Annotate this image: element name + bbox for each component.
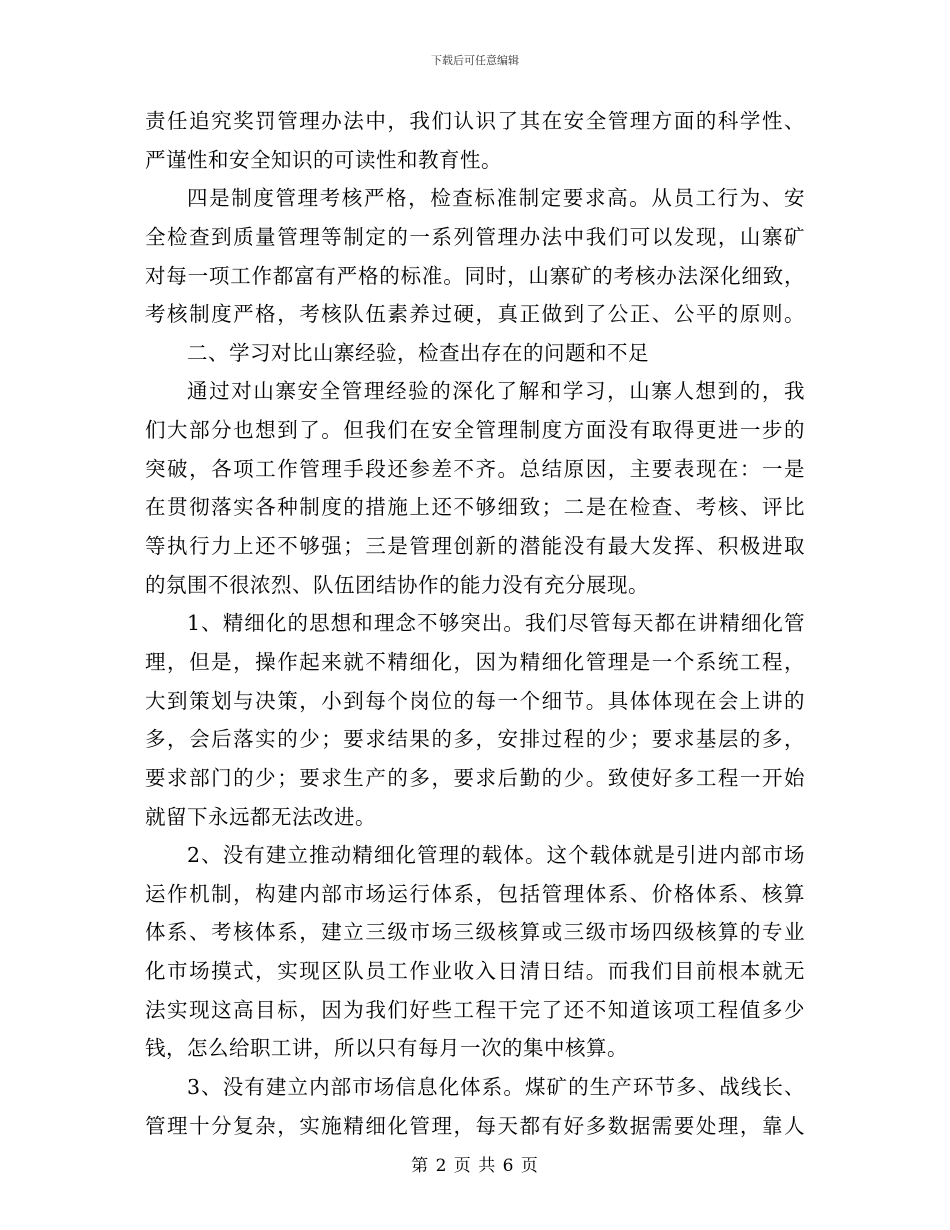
- document-body: [145, 102, 805, 1145]
- body-line: 理，但是，操作起来就不精细化，因为精细化管理是一个系统工程，: [145, 649, 805, 674]
- body-line: 严谨性和安全知识的可读性和教育性。: [145, 147, 502, 172]
- body-line: 3、没有建立内部市场信息化体系。煤矿的生产环节多、战线长、: [187, 1075, 805, 1100]
- body-line: 通过对山寨安全管理经验的深化了解和学习，山寨人想到的，我: [187, 379, 805, 404]
- body-line: 对每一项工作都富有严格的标准。同时，山寨矿的考核办法深化细致，: [145, 263, 805, 288]
- body-line: 等执行力上还不够强；三是管理创新的潜能没有最大发挥、积极进取: [145, 534, 805, 559]
- body-line: 们大部分也想到了。但我们在安全管理制度方面没有取得更进一步的: [145, 418, 805, 443]
- body-line: 责任追究奖罚管理办法中，我们认识了其在安全管理方面的科学性、: [145, 109, 805, 133]
- body-line: 钱，怎么给职工讲，所以只有每月一次的集中核算。: [145, 1036, 628, 1061]
- body-line: 运作机制，构建内部市场运行体系，包括管理体系、价格体系、核算: [145, 881, 805, 906]
- page-footer: 第 2 页 共 6 页: [411, 1156, 539, 1176]
- body-line: 的氛围不很浓烈、队伍团结协作的能力没有充分展现。: [145, 572, 649, 597]
- body-line: 四是制度管理考核严格，检查标准制定要求高。从员工行为、安: [187, 186, 805, 211]
- section-heading: 二、学习对比山寨经验，检查出存在的问题和不足: [187, 340, 649, 365]
- body-line: 全检查到质量管理等制定的一系列管理办法中我们可以发现，山寨矿: [145, 224, 805, 249]
- body-line: 大到策划与决策，小到每个岗位的每一个细节。具体体现在会上讲的: [145, 688, 805, 713]
- body-line: 1、精细化的思想和理念不够突出。我们尽管每天都在讲精细化管: [187, 611, 805, 636]
- page-header: 下载后可任意编辑: [431, 54, 519, 67]
- body-line: 突破，各项工作管理手段还参差不齐。总结原因，主要表现在：一是: [145, 456, 805, 481]
- body-line: 要求部门的少；要求生产的多，要求后勤的少。致使好多工程一开始: [145, 765, 805, 790]
- body-line: 就留下永远都无法改进。: [145, 804, 376, 829]
- body-line: 法实现这高目标，因为我们好些工程干完了还不知道该项工程值多少: [145, 997, 805, 1022]
- body-line: 在贯彻落实各种制度的措施上还不够细致；二是在检查、考核、评比: [145, 495, 805, 520]
- body-line: 考核制度严格，考核队伍素养过硬，真正做到了公正、公平的原则。: [145, 302, 805, 327]
- body-line: 2、没有建立推动精细化管理的载体。这个载体就是引进内部市场: [187, 843, 805, 868]
- body-line: 体系、考核体系，建立三级市场三级核算或三级市场四级核算的专业: [145, 920, 805, 945]
- body-line: 管理十分复杂，实施精细化管理，每天都有好多数据需要处理，靠人: [145, 1113, 805, 1138]
- body-line: 化市场摸式，实现区队员工作业收入日清日结。而我们目前根本就无: [145, 959, 805, 984]
- body-line: 多，会后落实的少；要求结果的多，安排过程的少；要求基层的多，: [145, 727, 805, 752]
